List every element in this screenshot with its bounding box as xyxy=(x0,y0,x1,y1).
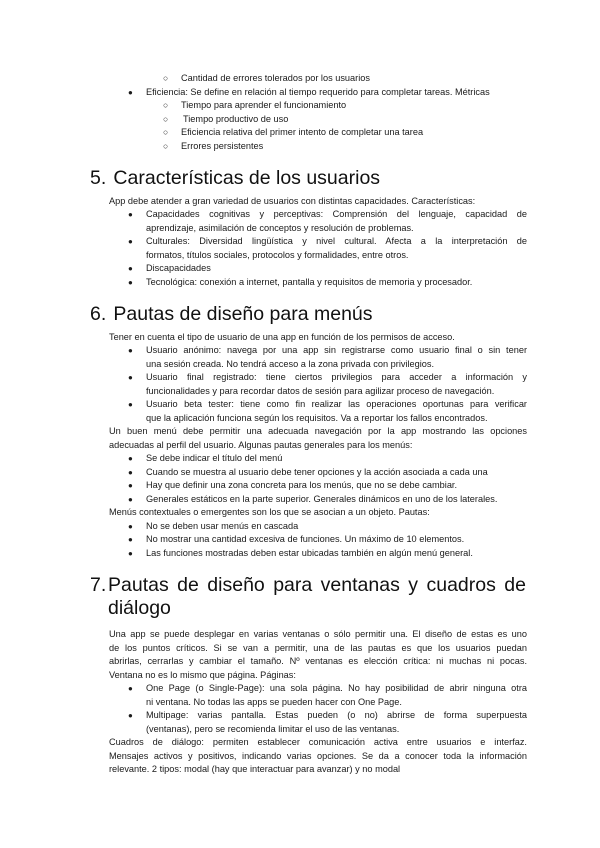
list-item: funcionalidades y para recordar datos de sesión para agilizar proceso de navegación. xyxy=(146,386,495,396)
list-item: Usuario beta tester: tiene como fin realizar las operaciones oportunas para verificar xyxy=(146,399,527,409)
list-item: Cuando se muestra al usuario debe tener opciones y la acción asociada a cada una xyxy=(146,467,488,477)
section-title: Características de los usuarios xyxy=(113,167,381,189)
list-item: Capacidades cognitivas y perceptivas: Comprensión del lenguaje, capacidad de xyxy=(146,209,527,219)
list-item: Generales estáticos en la parte superior. Generales dinámicos en uno de los laterales. xyxy=(146,494,498,504)
bullet-glyph: ● xyxy=(128,495,133,504)
list-item: Tiempo para aprender el funcionamiento xyxy=(181,100,347,110)
sub-bullet-glyph: ○ xyxy=(163,73,169,83)
bullet-glyph: ● xyxy=(128,481,133,490)
list-item: Discapacidades xyxy=(146,263,211,273)
list-item: Tiempo productivo de uso xyxy=(183,114,289,124)
paragraph-line: Un buen menú debe permitir una adecuada navegación por la app mostrando las opciones xyxy=(109,426,527,436)
section-title: Pautas de diseño para ventanas y cuadros de xyxy=(108,574,526,596)
list-item: Culturales: Diversidad lingüística y nivel cultural. Afecta a la interpretación de xyxy=(146,236,527,246)
bullet-glyph: ● xyxy=(128,468,133,477)
paragraph-line: de los puntos críticos. Si se van a permitir, una de las pautas es que los usuarios puedan xyxy=(109,643,527,653)
list-item: One Page (o Single-Page): una sola página. No hay posibilidad de abrir ninguna otra xyxy=(146,683,527,693)
list-item: formatos, títulos sociales, protocolos y formalidades, entre otros. xyxy=(146,250,409,260)
paragraph-line: App debe atender a gran variedad de usuarios con distintas capacidades. Características: xyxy=(109,196,476,206)
bullet-glyph: ● xyxy=(128,373,133,382)
section-6-heading xyxy=(90,302,373,326)
list-item: que la aplicación funciona según los requisitos. Va a reportar los fallos encontrados. xyxy=(146,413,488,423)
section-title-continuation: diálogo xyxy=(108,597,171,619)
paragraph-line: Ventana no es lo mismo que página. Páginas: xyxy=(109,670,296,680)
list-item: ni ventana. No todas las apps se pueden hacer con One Page. xyxy=(146,697,402,707)
paragraph-line: adecuadas al perfil del usuario. Algunas pautas generales para los menús: xyxy=(109,440,413,450)
bullet-glyph: ● xyxy=(128,684,133,693)
paragraph-line: relevante. 2 tipos: modal (hay que interactuar para avanzar) y no modal xyxy=(109,764,401,774)
list-item: No se deben usar menús en cascada xyxy=(146,521,299,531)
list-item: aprendizaje, asimilación de conceptos y resolución de problemas. xyxy=(146,223,414,233)
bullet-glyph: ● xyxy=(128,549,133,558)
bullet-glyph: ● xyxy=(128,535,133,544)
section-number: 5. xyxy=(90,167,107,189)
paragraph-line: abrirlas, cerrarlas y cambiar el tamaño. Nº ventanas es elección crítica: ni muchas ni pocas. xyxy=(109,656,527,666)
list-item: Las funciones mostradas deben estar ubicadas también en algún menú general. xyxy=(146,548,473,558)
bullet-glyph: ● xyxy=(128,454,133,463)
list-item: Usuario final registrado: tiene ciertos privilegios para acceder a información y xyxy=(146,372,527,382)
list-item: una sesión creada. No tendrá acceso a la zona privada con privilegios. xyxy=(146,359,435,369)
list-item: Errores persistentes xyxy=(181,141,264,151)
paragraph-line: Menús contextuales o emergentes son los que se asocian a un objeto. Pautas: xyxy=(109,507,430,517)
list-item: Se debe indicar el título del menú xyxy=(146,453,283,463)
section-number: 7. xyxy=(90,574,107,596)
list-item: Cantidad de errores tolerados por los usuarios xyxy=(181,73,370,83)
sub-bullet-glyph: ○ xyxy=(163,100,169,110)
list-item: Eficiencia relativa del primer intento de completar una tarea xyxy=(181,127,424,137)
section-5-heading xyxy=(90,166,380,190)
list-item: Hay que definir una zona concreta para los menús, que no se debe cambiar. xyxy=(146,480,458,490)
bullet-glyph: ● xyxy=(128,264,133,273)
bullet-glyph: ● xyxy=(128,237,133,246)
bullet-glyph: ● xyxy=(128,210,133,219)
list-item: Multipage: varias pantalla. Estas pueden (o no) abrirse de forma superpuesta xyxy=(146,710,527,720)
bullet-glyph: ● xyxy=(128,711,133,720)
list-item: No mostrar una cantidad excesiva de funciones. Un máximo de 10 elementos. xyxy=(146,534,465,544)
sub-bullet-glyph: ○ xyxy=(163,127,169,137)
paragraph-line: Mensajes activos y positivos, indicando varias opciones. Se da a conocer toda la información xyxy=(109,751,527,761)
paragraph-line: Una app se puede desplegar en varias ventanas o sólo permitir una. El diseño de estas es uno xyxy=(109,629,527,639)
list-item: (ventanas), pero se recomienda limitar el uso de las ventanas. xyxy=(146,724,400,734)
bullet-glyph: ● xyxy=(128,400,133,409)
sub-bullet-glyph: ○ xyxy=(163,141,169,151)
bullet-glyph: ● xyxy=(128,278,133,287)
list-item: Eficiencia: Se define en relación al tiempo requerido para completar tareas. Métricas xyxy=(146,87,490,97)
section-title: Pautas de diseño para menús xyxy=(113,303,373,325)
sub-bullet-glyph: ○ xyxy=(163,114,169,124)
paragraph-line: Cuadros de diálogo: permiten establecer comunicación activa entre usuarios e interfaz. xyxy=(109,737,527,747)
list-item: Tecnológica: conexión a internet, pantalla y requisitos de memoria y procesador. xyxy=(146,277,473,287)
paragraph-line: Tener en cuenta el tipo de usuario de una app en función de los permisos de acceso. xyxy=(109,332,455,342)
bullet-glyph: ● xyxy=(128,88,133,97)
list-item: Usuario anónimo: navega por una app sin registrarse como usuario final o sin tener xyxy=(146,345,527,355)
bullet-glyph: ● xyxy=(128,522,133,531)
bullet-glyph: ● xyxy=(128,346,133,355)
section-number: 6. xyxy=(90,303,107,325)
